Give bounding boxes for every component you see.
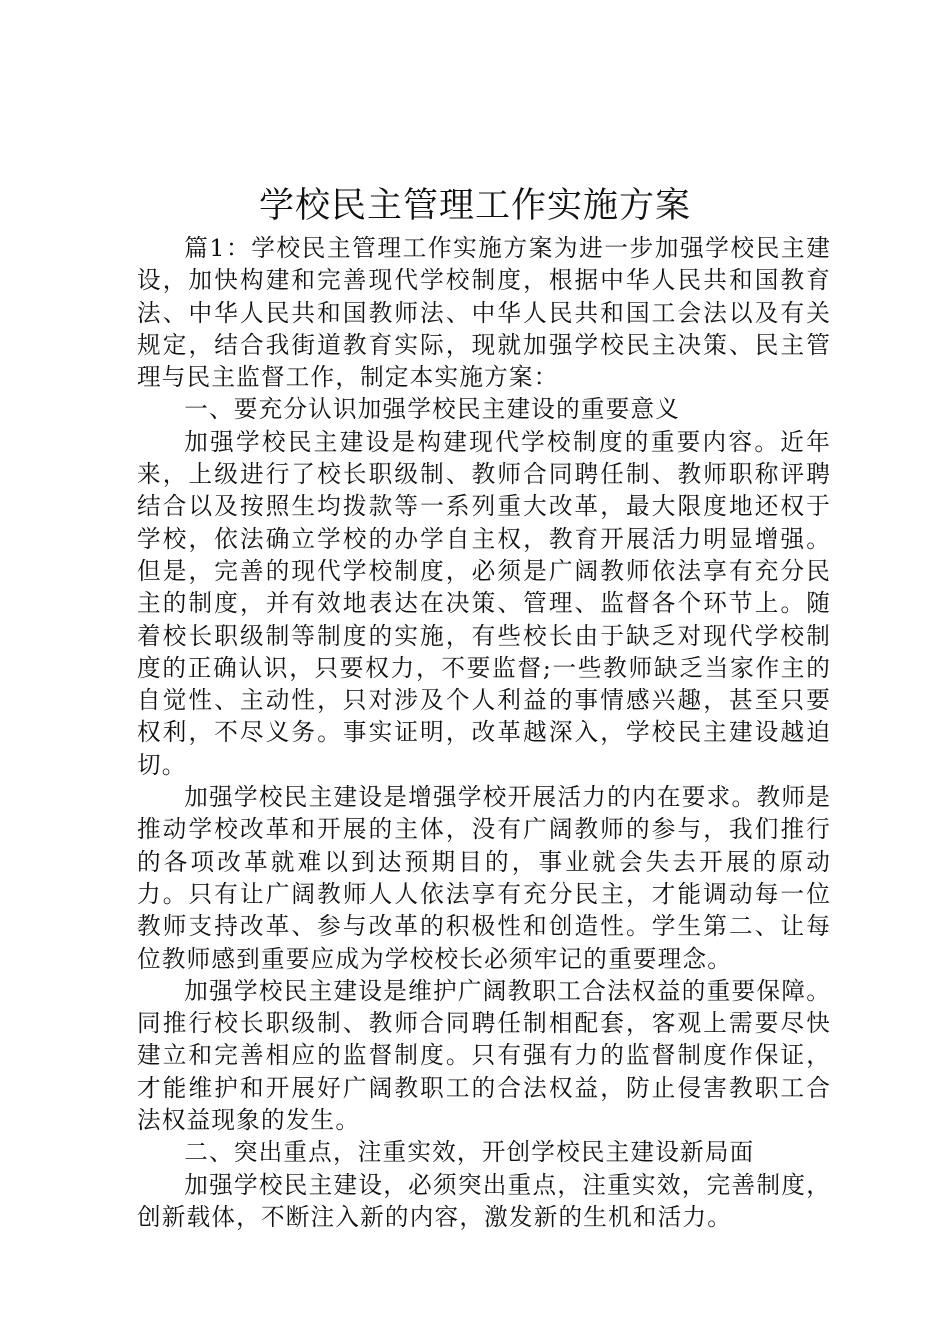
section-heading-2: 二、突出重点，注重实效，开创学校民主建设新局面 [184,1138,755,1167]
document-body [137,232,831,1233]
section-heading-1: 一、要充分认识加强学校民主建设的重要意义 [184,395,681,424]
body-paragraph: 加强学校民主建设是增强学校开展活力的内在要求。教师是推动学校改革和开展的主体，没有广阔教师的参与，我们推行的各项改革就难以到达预期目的，事业就会失去开展的原动力。只有让广阔教师人人依法享有充分民主，才能调动每一位教师支持改革、参与改革的积极性和创造性。学生第二、让每位教师感到重要应成为学校校长必须牢记的重要理念。 [137,783,831,973]
document-title: 学校民主管理工作实施方案 [258,186,691,226]
intro-paragraph: 篇1：学校民主管理工作实施方案为进一步加强学校民主建设，加快构建和完善现代学校制度，根据中华人民共和国教育法、中华人民共和国教师法、中华人民共和国工会法以及有关规定，结合我街道教育实际，现就加强学校民主决策、民主管理与民主监督工作，制定本实施方案： [137,234,831,392]
body-paragraph: 加强学校民主建设，必须突出重点，注重实效，完善制度，创新载体，不断注入新的内容，激发新的生机和活力。 [137,1170,831,1231]
body-paragraph: 加强学校民主建设是维护广阔教职工合法权益的重要保障。同推行校长职级制、教师合同聘任制相配套，客观上需要尽快建立和完善相应的监督制度。只有强有力的监督制度作保证，才能维护和开展好广阔教职工的合法权益，防止侵害教职工合法权益现象的发生。 [137,976,831,1135]
body-paragraph: 加强学校民主建设是构建现代学校制度的重要内容。近年来，上级进行了校长职级制、教师合同聘任制、教师职称评聘结合以及按照生均拨款等一系列重大改革，最大限度地还权于学校，依法确立学校的办学自主权，教育开展活力明显增强。但是，完善的现代学校制度，必须是广阔教师依法享有充分民主的制度，并有效地表达在决策、管理、监督各个环节上。随着校长职级制等制度的实施，有些校长由于缺乏对现代学校制度的正确认识，只要权力，不要监督;一些教师缺乏当家作主的自觉性、主动性，只对涉及个人利益的事情感兴趣，甚至只要权利，不尽义务。事实证明，改革越深入，学校民主建设越迫切。 [137,427,831,779]
